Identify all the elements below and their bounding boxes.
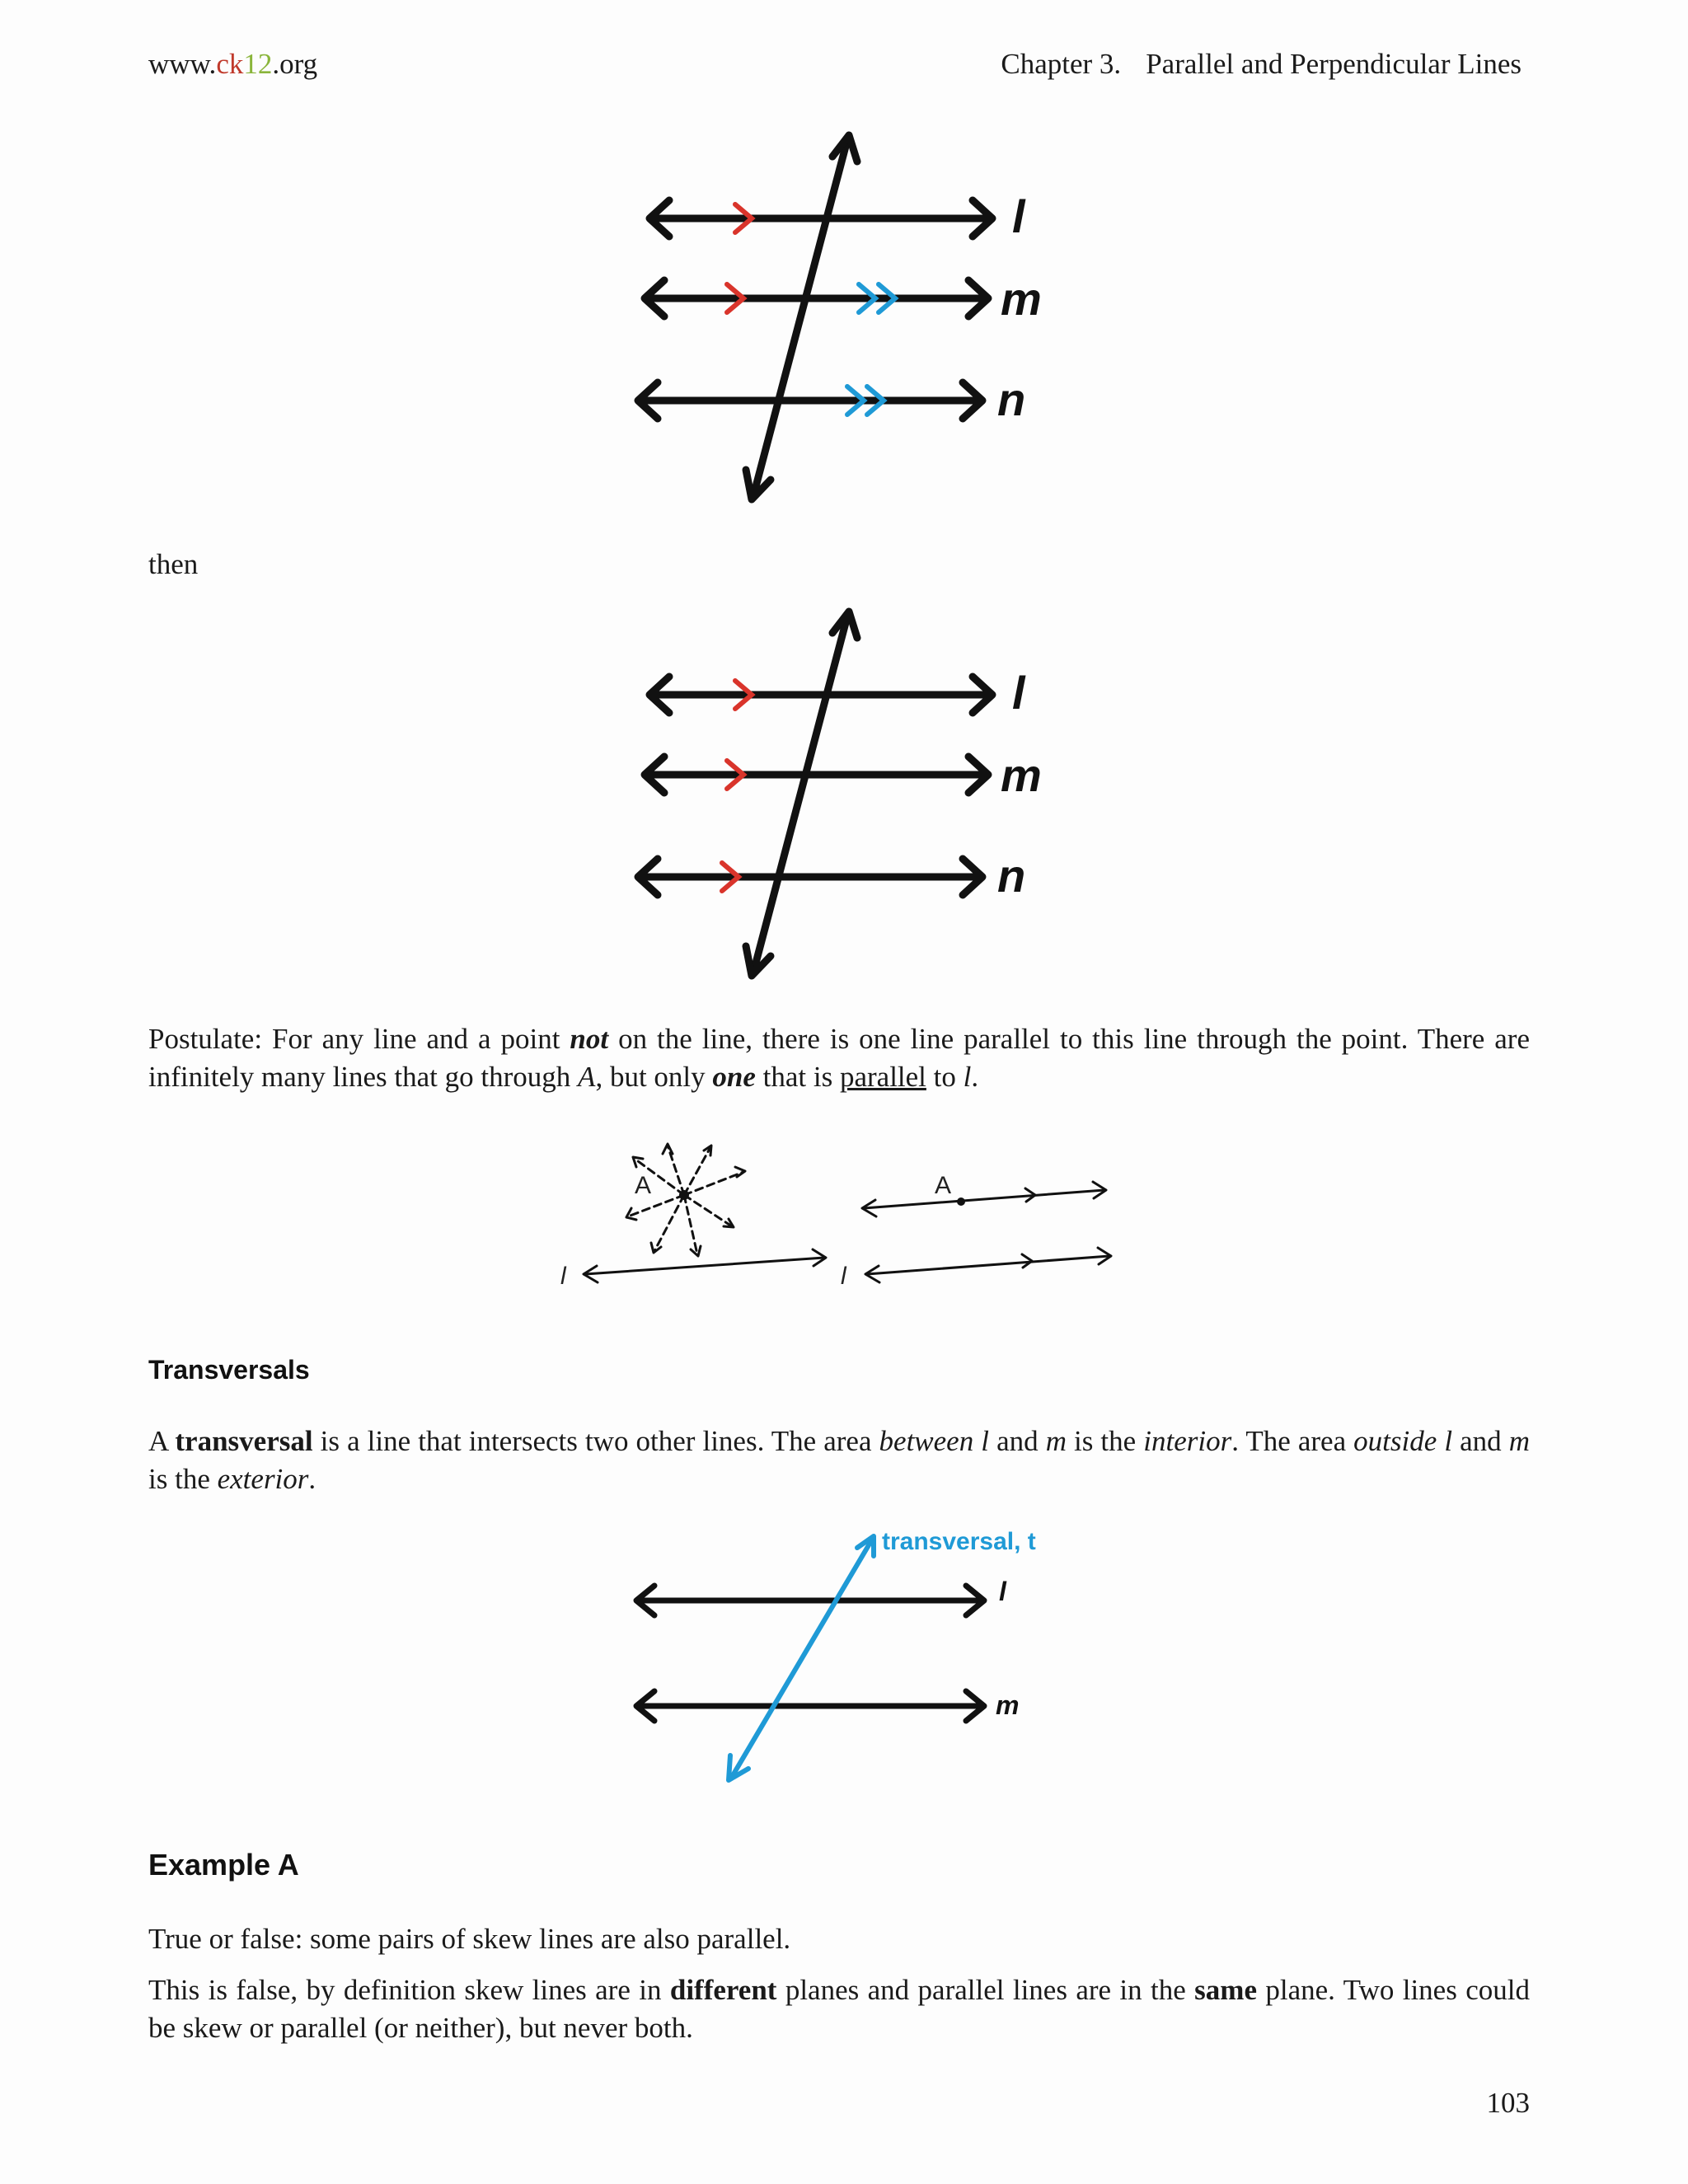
var-m: m: [1508, 1425, 1531, 1457]
header-chapter: [1001, 48, 1522, 81]
var-l: l: [963, 1061, 972, 1093]
example-a-heading: Example A: [148, 1848, 299, 1882]
text: is the: [1066, 1425, 1144, 1457]
fig1-label-n: n: [997, 373, 1026, 425]
text: and: [989, 1425, 1046, 1457]
text: on the line, there is one line parallel to this line through the point. There are infinitely many lines that go through: [148, 1023, 1530, 1093]
text: A: [148, 1425, 176, 1457]
transversals-heading: Transversals: [148, 1355, 310, 1385]
point-A-left: [679, 1190, 689, 1200]
text: plane. Two lines could be skew or parallel (or neither), but never both.: [148, 1974, 1530, 2044]
term-transversal: transversal: [175, 1425, 313, 1457]
page-number: 103: [1486, 2087, 1530, 2119]
emph-one: one: [712, 1061, 756, 1093]
header-site-url: [148, 48, 317, 81]
emph-outside: outside: [1353, 1425, 1437, 1457]
fig1-label-l: l: [1012, 190, 1025, 242]
line-l-left: [585, 1258, 824, 1274]
fig4-label-m: m: [996, 1690, 1020, 1720]
fig3-label-A-right: A: [935, 1172, 952, 1199]
emph-interior: interior: [1143, 1425, 1232, 1457]
emph-between: between: [879, 1425, 974, 1457]
text: .: [308, 1463, 316, 1495]
text: and: [1452, 1425, 1509, 1457]
text: is a line that intersects two other lines. The area: [312, 1425, 879, 1457]
fig1-label-m: m: [1001, 273, 1042, 325]
chapter-number: Chapter 3.: [1001, 48, 1122, 80]
var-l: l: [1444, 1425, 1453, 1457]
var-m: m: [1045, 1425, 1067, 1457]
transversal-paragraph: [148, 1422, 1530, 1498]
example-answer: [148, 1971, 1530, 2047]
fig2-label-l: l: [1012, 667, 1025, 719]
figure-parallel-lines-2: [610, 600, 1071, 987]
site-prefix: www.: [148, 48, 217, 80]
figure-transversal: [610, 1525, 1071, 1797]
text: planes and parallel lines are in the: [776, 1974, 1195, 2006]
fig2-label-n: n: [997, 850, 1026, 902]
chapter-title: Parallel and Perpendicular Lines: [1146, 48, 1522, 80]
var-l: l: [981, 1425, 990, 1457]
site-suffix: .org: [272, 48, 318, 80]
var-A: A: [578, 1061, 596, 1093]
text: that is: [755, 1061, 840, 1093]
example-question: True or false: some pairs of skew lines are also parallel.: [148, 1923, 791, 1955]
emph-exterior: exterior: [217, 1463, 309, 1495]
transversal-line: [754, 616, 847, 969]
label-transversal-t: transversal, t: [882, 1528, 1036, 1555]
text: [1437, 1425, 1444, 1457]
text: is the: [148, 1463, 218, 1495]
text: .: [971, 1061, 979, 1093]
text: [973, 1425, 981, 1457]
figure-parallel-lines-1: [610, 124, 1071, 511]
term-parallel: parallel: [839, 1061, 926, 1093]
fig3-label-A-left: A: [635, 1172, 652, 1199]
emph-same: same: [1194, 1974, 1257, 2006]
site-ck: ck: [216, 48, 244, 80]
text: Postulate: For any line and a point: [148, 1023, 570, 1055]
transversal-t: [732, 1540, 872, 1777]
text: to: [926, 1061, 964, 1093]
fig2-label-m: m: [1001, 749, 1042, 801]
line-through-A: [864, 1190, 1104, 1208]
transversal-line: [754, 140, 847, 493]
text: , but only: [595, 1061, 713, 1093]
point-A-right: [957, 1197, 965, 1206]
fig4-label-l: l: [999, 1577, 1006, 1606]
postulate-paragraph: [148, 1020, 1530, 1096]
fig3-label-l-right: l: [841, 1263, 846, 1290]
site-12: 12: [243, 48, 273, 80]
then-text: then: [148, 548, 199, 580]
figure-postulate: [552, 1129, 1129, 1294]
fig3-label-l-left: l: [560, 1263, 566, 1290]
text: . The area: [1231, 1425, 1354, 1457]
emph-different: different: [669, 1974, 777, 2006]
line-l-right: [867, 1256, 1109, 1274]
emph-not: not: [570, 1023, 609, 1055]
text: This is false, by definition skew lines are in: [148, 1974, 670, 2006]
